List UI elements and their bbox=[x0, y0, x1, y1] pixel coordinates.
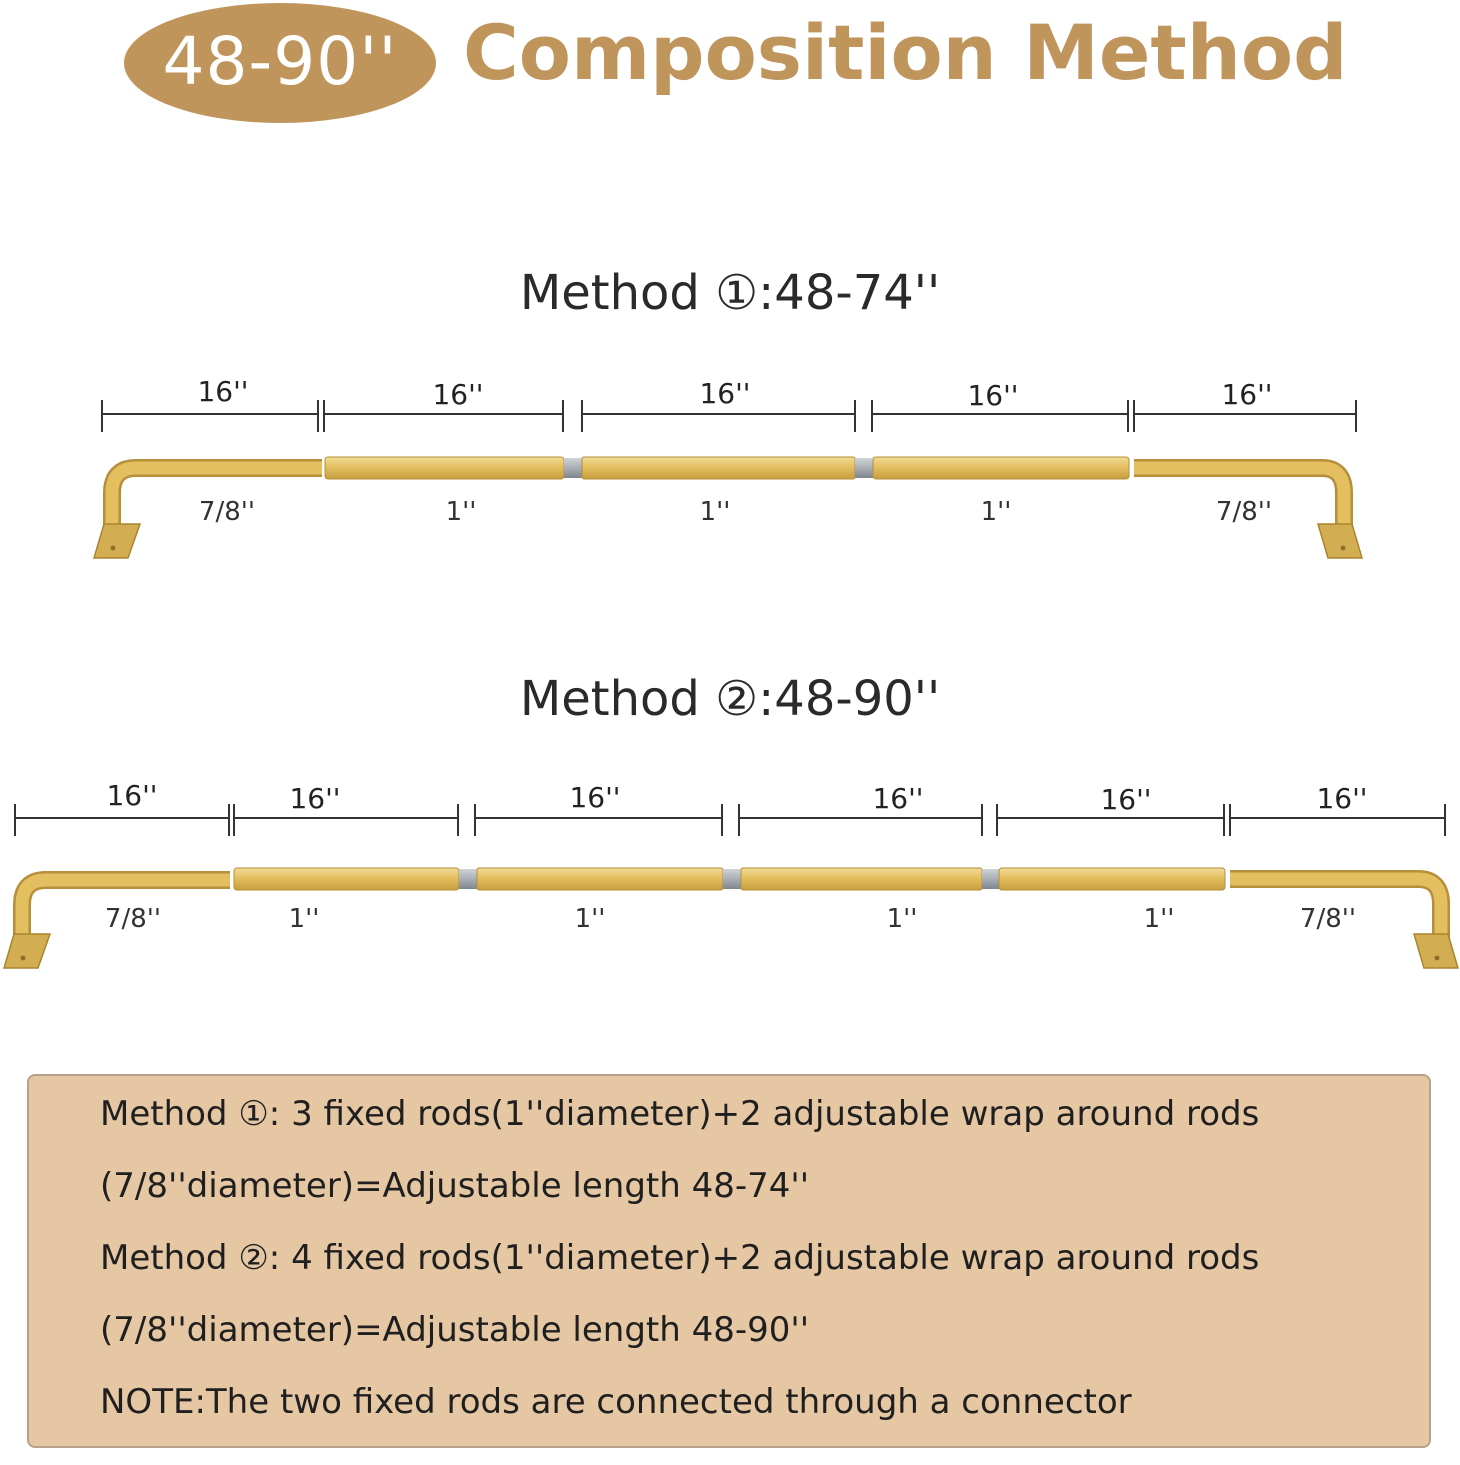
method-2-diagram bbox=[4, 779, 1458, 968]
method-2-fixed-rod-1 bbox=[234, 868, 459, 890]
note-line-3: Method ②: 4 fixed rods(1''diameter)+2 adjustable wrap around rods bbox=[100, 1238, 1260, 1278]
method-2-length-6: 16'' bbox=[1316, 782, 1368, 815]
note-line-5: NOTE:The two fixed rods are connected through a connector bbox=[100, 1382, 1132, 1422]
method-2-diameter-2: 1'' bbox=[288, 904, 320, 934]
method-2-length-2: 16'' bbox=[289, 782, 341, 815]
method-1-fixed-rod-1 bbox=[325, 457, 564, 479]
method-2-connector-2 bbox=[723, 869, 741, 889]
method-2-fixed-rod-3 bbox=[741, 868, 982, 890]
badge-text: 48-90'' bbox=[162, 23, 398, 100]
method-1-diagram bbox=[94, 375, 1362, 558]
method-1-diameter-2: 1'' bbox=[445, 497, 477, 527]
method-1-fixed-rod-2 bbox=[582, 457, 855, 479]
method-1-connector-2 bbox=[855, 458, 873, 478]
method-1-diameter-3: 1'' bbox=[699, 497, 731, 527]
note-line-4: (7/8''diameter)=Adjustable length 48-90'' bbox=[100, 1310, 810, 1350]
method-1-length-1: 16'' bbox=[197, 375, 249, 408]
method-1-length-3: 16'' bbox=[699, 377, 751, 410]
method-2-connector-3 bbox=[982, 869, 999, 889]
method-2-length-4: 16'' bbox=[872, 782, 924, 815]
method-1-diameter-1: 7/8'' bbox=[198, 497, 256, 527]
method-1-length-4: 16'' bbox=[967, 379, 1019, 412]
note-line-2: (7/8''diameter)=Adjustable length 48-74'' bbox=[100, 1166, 810, 1206]
page-title: Composition Method bbox=[463, 8, 1348, 97]
method-2-fixed-rod-2 bbox=[477, 868, 723, 890]
method-2-connector-1 bbox=[459, 869, 477, 889]
method-2-diameter-3: 1'' bbox=[574, 904, 606, 934]
method-1-fixed-rod-3 bbox=[873, 457, 1129, 479]
note-line-1: Method ①: 3 fixed rods(1''diameter)+2 adjustable wrap around rods bbox=[100, 1094, 1260, 1134]
method-2-fixed-rod-4 bbox=[999, 868, 1225, 890]
method-2-length-1: 16'' bbox=[106, 779, 158, 812]
method-2-diameter-6: 7/8'' bbox=[1299, 904, 1357, 934]
method-2-diameter-5: 1'' bbox=[1143, 904, 1175, 934]
method-2-length-5: 16'' bbox=[1100, 783, 1152, 816]
method-2-dimension-lines bbox=[15, 804, 1445, 836]
method-2-title: Method ②:48-90'' bbox=[519, 671, 941, 727]
method-2-length-3: 16'' bbox=[569, 781, 621, 814]
method-1-connector-1 bbox=[564, 458, 582, 478]
method-2-diameter-4: 1'' bbox=[886, 904, 918, 934]
method-1-diameter-5: 7/8'' bbox=[1215, 497, 1273, 527]
method-2-diameter-1: 7/8'' bbox=[104, 904, 162, 934]
method-1-diameter-4: 1'' bbox=[980, 497, 1012, 527]
method-1-length-2: 16'' bbox=[432, 378, 484, 411]
method-1-title: Method ①:48-74'' bbox=[519, 265, 941, 321]
method-1-length-5: 16'' bbox=[1221, 378, 1273, 411]
